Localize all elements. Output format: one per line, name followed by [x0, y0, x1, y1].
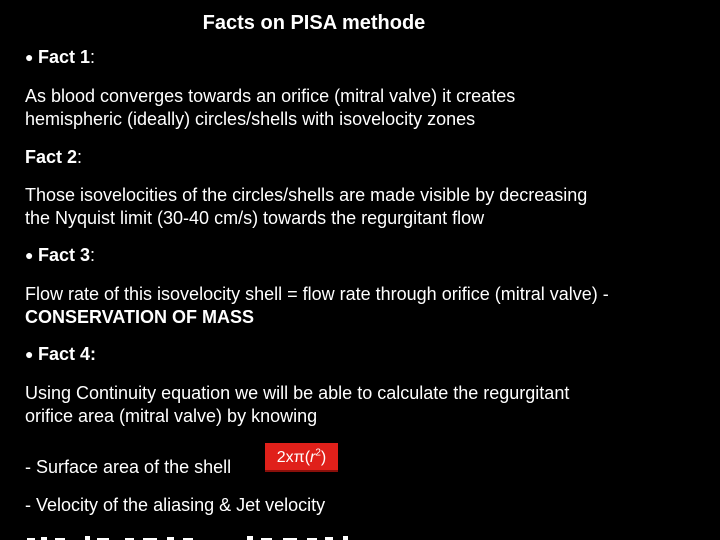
bullet-icon: ● — [25, 247, 34, 263]
bullet-icon: ● — [25, 346, 34, 362]
fact-3-text-line-1: Flow rate of this isovelocity shell = flow rate through orifice (mitral valve) - — [25, 284, 609, 304]
bullet-icon: ● — [25, 49, 34, 65]
fact-2-label: Fact 2 — [25, 147, 78, 167]
fact-2-suffix: : — [77, 147, 83, 167]
item-surface-area: - Surface area of the shell — [25, 457, 232, 477]
fact-3-label: Fact 3 — [38, 245, 91, 265]
fact-4-label: Fact 4: — [38, 344, 97, 364]
surface-area-formula-box — [265, 443, 338, 472]
slide-title: Facts on PISA methode — [202, 12, 426, 34]
fact-1-text-line-2: hemispheric (ideally) circles/shells with isovelocity zones — [25, 109, 476, 129]
formula-suffix: ) — [320, 449, 327, 466]
formula-prefix: 2xπ( — [276, 449, 311, 466]
cut-off-text-glyphs — [25, 532, 355, 540]
fact-1-text-line-1: As blood converges towards an orifice (mitral valve) it creates — [25, 86, 516, 106]
fact-2-text-line-2: the Nyquist limit (30-40 cm/s) towards the regurgitant flow — [25, 208, 485, 228]
fact-1-label: Fact 1 — [38, 47, 91, 67]
fact-4-heading — [25, 343, 96, 365]
formula-exponent: 2 — [315, 447, 321, 459]
fact-2-text-line-1: Those isovelocities of the circles/shells are made visible by decreasing — [25, 185, 588, 205]
fact-2-heading — [25, 146, 82, 168]
fact-4-text-line-1: Using Continuity equation we will be able to calculate the regurgitant — [25, 383, 570, 403]
formula-variable: r — [310, 449, 316, 466]
fact-3-emphasis: CONSERVATION OF MASS — [25, 307, 255, 327]
fact-3-suffix: : — [90, 245, 96, 265]
cut-off-formula-line — [25, 532, 355, 540]
fact-4-text-line-2: orifice area (mitral valve) by knowing — [25, 406, 318, 426]
fact-1-heading — [25, 46, 95, 68]
item-velocity: - Velocity of the aliasing & Jet velocity — [25, 495, 326, 515]
fact-1-suffix: : — [90, 47, 96, 67]
fact-3-heading — [25, 244, 95, 266]
